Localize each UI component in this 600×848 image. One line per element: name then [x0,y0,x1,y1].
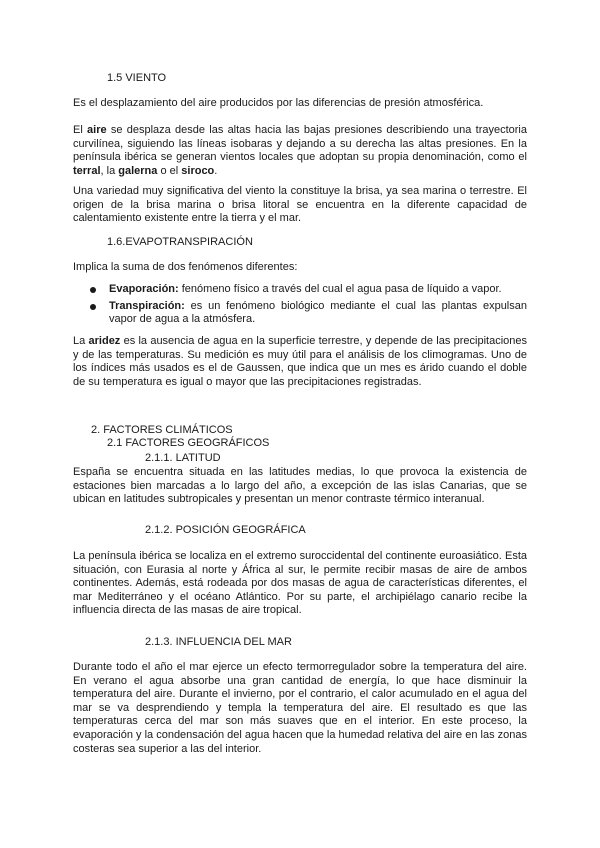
heading-latitud: 2.1.1. LATITUD [145,452,221,464]
heading-factores-climaticos: 2. FACTORES CLIMÁTICOS [91,424,233,436]
bullet-term: Evaporación: [109,283,179,295]
bullet-text: fenómeno físico a través del cual el agua pasa de líquido a vapor. [178,283,502,295]
paragraph-influencia-mar: Durante todo el año el mar ejerce un efecto termorregulador sobre la temperatura del aire. En verano el agua absorbe una gran cantidad de energía, lo que hace disminuir la temperatura del aire. Durante el invierno, por el contrario, el calor acumulado en el agua del mar se va desprendiendo y templa la temperatura del aire. El resultado es que las temperaturas cerca del mar son más suaves que en el interior. En este proceso, la evaporación y la condensación del agua hacen que la humedad relativa del aire en las zonas costeras sea superior a las del interior. [73,661,527,755]
bullet-dot [90,304,96,310]
bullet-list [73,283,527,330]
heading-factores-geograficos: 2.1 FACTORES GEOGRÁFICOS [107,437,270,449]
bullet-text: es un fenómeno biológico mediante el cual las plantas expulsan vapor de agua a la atmósfera. [109,299,527,326]
bold-term: aridez [88,335,121,347]
heading-evapotranspiracion: 1.6.EVAPOTRANSPIRACIÓN [107,236,253,248]
heading-influencia-mar: 2.1.3. INFLUENCIA DEL MAR [145,636,292,648]
paragraph-posicion-geografica: La península ibérica se localiza en el extremo suroccidental del continente euroasiático. Esta situación, con Eurasia al norte y África al sur, le permite recibir masas de aire de ambos continentes. Además, está rodeada por dos masas de agua de características diferentes, el mar Mediterráneo y el océano Atlántico. Por su parte, el archipiélago canario recibe la influencia directa de las masas de aire tropical. [73,550,527,617]
text-run: El [73,124,88,136]
paragraph-evapo-intro: Implica la suma de dos fenómenos diferentes: [73,261,298,273]
paragraph-viento-aire [73,124,527,178]
bullet-item-transpiracion [73,300,527,327]
text-run: se desplaza desde las altas hacia las bajas presiones describiendo una trayectoria curvilínea, siguiendo las líneas isobaras y dejando a su derecha las altas presiones. En la península ibérica se generan vientos locales que adoptan su propia denominación, como el [73,124,527,164]
text-run: es la ausencia de agua en la superficie terrestre, y depende de las precipitaciones y de las temperaturas. Su medición es muy útil para el análisis de los climogramas. Uno de los índices más usados es el de Gaussen, que indica que un mes es árido cuando el doble de su temperatura es igual o mayor que las precipitaciones registradas. [73,335,527,388]
paragraph-aridez [73,335,527,389]
bullet-term: Transpiración: [109,299,185,312]
bold-term: terral [73,164,101,177]
text-run: o el [157,164,182,177]
bold-term: aire [87,124,107,136]
heading-posicion-geografica: 2.1.2. POSICIÓN GEOGRÁFICA [145,524,306,536]
paragraph-latitud: España se encuentra situada en las latitudes medias, lo que provoca la existencia de estaciones bien marcadas a lo largo del año, a excepción de las islas Canarias, que se ubican en latitudes subtropicales y presentan un menor contraste térmico interanual. [73,466,527,506]
text-run: , la [100,164,119,177]
paragraph-viento-brisa: Una variedad muy significativa del viento la constituye la brisa, ya sea marina o terrestre. El origen de la brisa marina o brisa litoral se encuentra en la diferente capacidad de calentamiento existente entre la tierra y el mar. [73,185,527,225]
bullet-item-evaporacion [73,283,527,297]
bullet-dot [90,287,96,293]
text-run: . [214,164,218,177]
bold-term: galerna [118,164,158,177]
text-run: La [73,335,89,347]
paragraph-viento-definition: Es el desplazamiento del aire producidos por las diferencias de presión atmosférica. [73,97,484,109]
bold-term: siroco [181,164,215,177]
heading-viento: 1.5 VIENTO [107,72,167,84]
